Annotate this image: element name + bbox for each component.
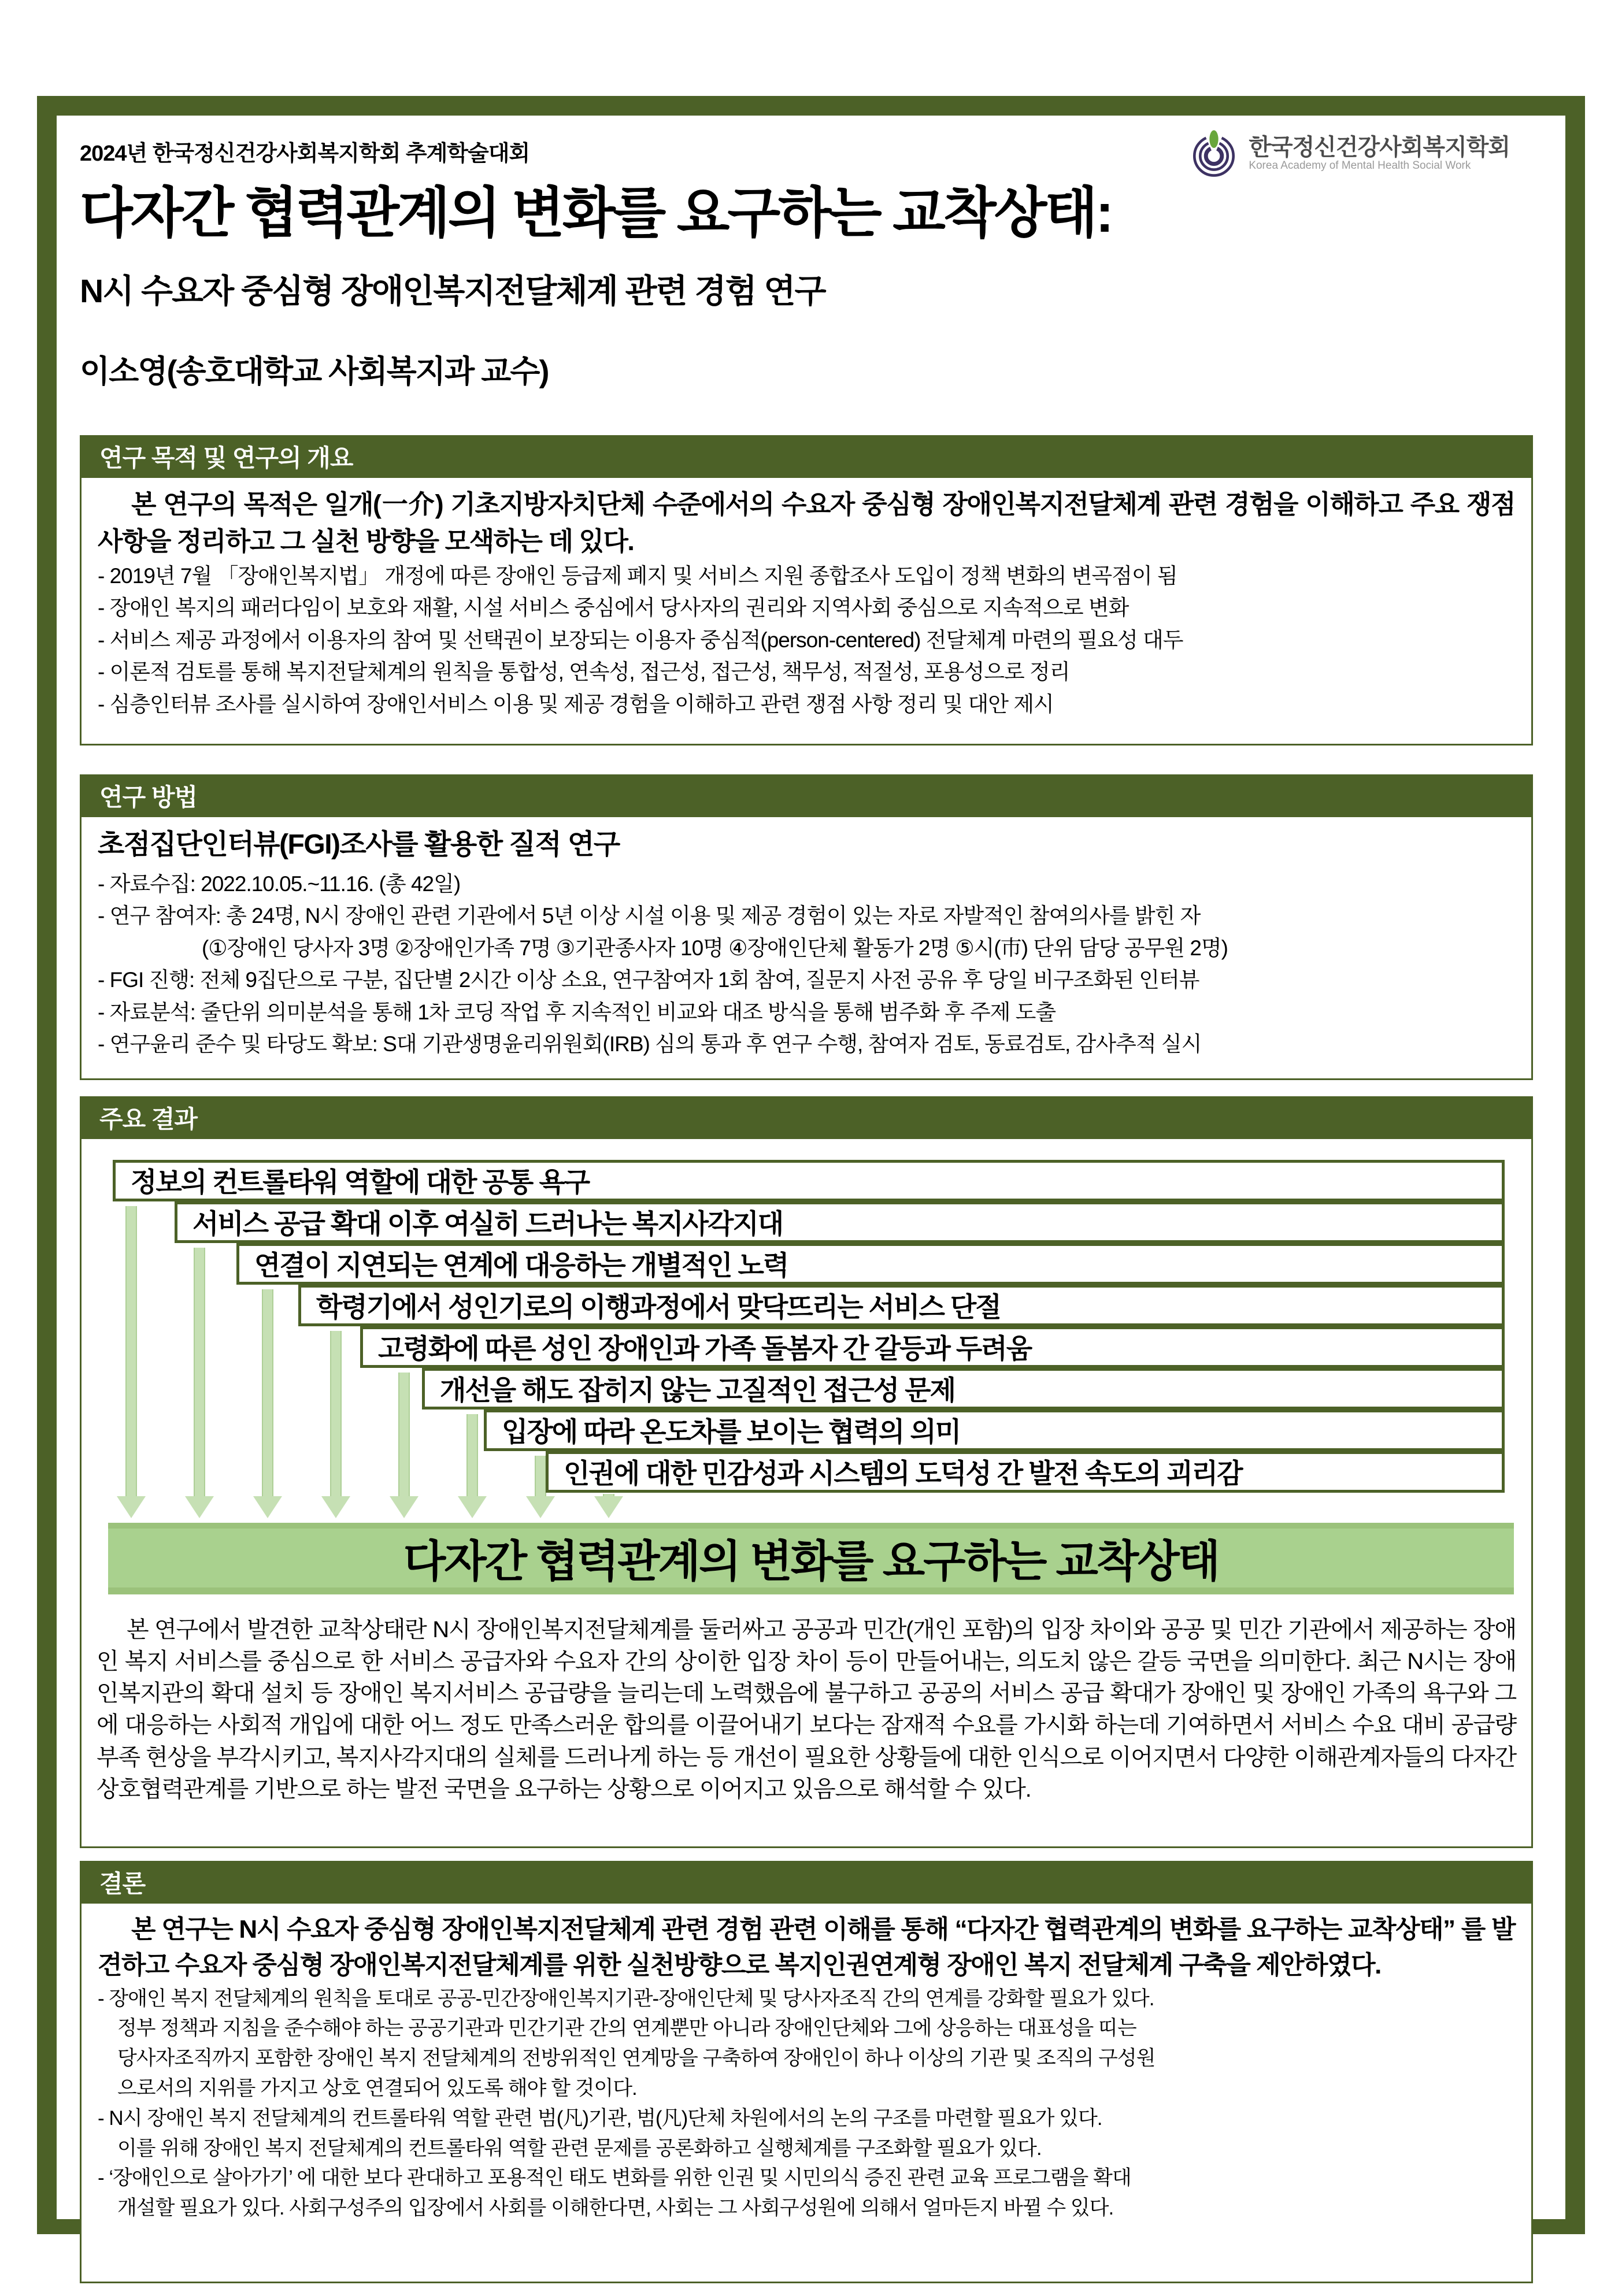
down-arrow-icon <box>594 1494 623 1518</box>
poster-frame <box>37 96 1585 2234</box>
header <box>80 127 1533 180</box>
bullet-line: 정부 정책과 지침을 준수해야 하는 공공기관과 민간기관 간의 연계뿐만 아니라 장애인단체와 그에 상응하는 대표성을 띠는 <box>98 2017 1136 2040</box>
down-arrow-icon <box>253 1289 282 1518</box>
bullet-line: - 이론적 검토를 통해 복지전달체계의 원칙을 통합성, 연속성, 접근성, 접근성, 책무성, 적절성, 포용성으로 정리 <box>98 660 1070 684</box>
section-heading-results: 주요 결과 <box>80 1096 1533 1139</box>
poster-subtitle: N시 수요자 중심형 장애인복지전달체계 관련 경험 연구 <box>80 272 825 310</box>
result-theme-box: 입장에 따라 온도차를 보이는 협력의 의미 <box>484 1410 1505 1451</box>
result-theme-box: 학령기에서 성인기로의 이행과정에서 맞닥뜨리는 서비스 단절 <box>298 1285 1505 1326</box>
results-paragraph: 본 연구에서 발견한 교착상태란 N시 장애인복지전달체계를 둘러싸고 공공과 민간(개인 포함)의 입장 차이와 공공 및 민간 기관에서 제공하는 장애인 복지 서비스를 중심으로 한 서비스 공급자와 수요자 간의 상이한 입장 차이 등이 만들어내는, 의도치 않은 갈등 국면을 의미한다. 최근 N시는 장애인복지관의 확대 설치 등 장애인 복지서비스 공급량을 늘리는데 노력했음에 불구하고 공공의 서비스 공급 확대가 장애인 및 장애인 가족의 욕구와 그에 대응하는 사회적 개입에 대한 어느 정도 만족스러운 합의를 이끌어내기 보다는 잠재적 수요를 가시화 하는데 기여하면서 서비스 수요 대비 공급량 부족 현상을 부각시키고, 복지사각지대의 실체를 드러나게 하는 등 개선이 필요한 상황들에 대한 인식으로 이어지면서 다양한 이해관계자들의 다자간 상호협력관계를 기반으로 하는 발전 국면을 요구하는 상황으로 이어지고 있음으로 해석할 수 있다. <box>97 1616 1516 1802</box>
result-theme-box: 연결이 지연되는 연계에 대응하는 개별적인 노력 <box>236 1243 1505 1285</box>
author-line: 이소영(송호대학교 사회복지과 교수) <box>80 354 549 389</box>
academy-logo-text <box>1249 135 1510 172</box>
result-theme-box: 고령화에 따른 성인 장애인과 가족 돌봄자 간 갈등과 두려움 <box>360 1326 1505 1368</box>
bullet-line: 으로서의 지위를 가지고 상호 연결되어 있도록 해야 할 것이다. <box>98 2077 637 2100</box>
bullet-line: - 연구윤리 준수 및 타당도 확보: S대 기관생명윤리위원회(IRB) 심의 통과 후 연구 수행, 참여자 검토, 동료검토, 감사추적 실시 <box>98 1032 1202 1056</box>
bullet-line: - N시 장애인 복지 전달체계의 컨트롤타워 역할 관련 범(凡)기관, 범(凡)단체 차원에서의 논의 구조를 마련할 필요가 있다. <box>98 2106 1102 2130</box>
bullet-line: - 장애인 복지의 패러다임이 보호와 재활, 시설 서비스 중심에서 당사자의 권리와 지역사회 중심으로 지속적으로 변화 <box>98 596 1129 620</box>
bullet-line: - 장애인 복지 전달체계의 원칙을 토대로 공공-민간장애인복지기관-장애인단체 및 당사자조직 간의 연계를 강화할 필요가 있다. <box>98 1987 1154 2010</box>
purpose-bullets <box>98 560 1515 721</box>
result-theme-box: 개선을 해도 잡히지 않는 고질적인 접근성 문제 <box>422 1368 1505 1410</box>
down-arrow-icon <box>458 1414 487 1518</box>
section-body-method <box>80 817 1533 1080</box>
section-heading-purpose: 연구 목적 및 연구의 개요 <box>80 435 1533 478</box>
bullet-line: - FGI 진행: 전체 9집단으로 구분, 집단별 2시간 이상 소요, 연구참여자 1회 참여, 질문지 사전 공유 후 당일 비구조화된 인터뷰 <box>98 968 1199 992</box>
section-heading-conclusion: 결론 <box>80 1861 1533 1904</box>
academy-name-en: Korea Academy of Mental Health Social Work <box>1249 160 1471 172</box>
section-heading-method: 연구 방법 <box>80 774 1533 817</box>
conference-title: 2024년 한국정신건강사회복지학회 추계학술대회 <box>80 142 530 166</box>
academy-logo <box>1187 127 1533 180</box>
poster-title: 다자간 협력관계의 변화를 요구하는 교착상태: <box>80 183 1112 244</box>
results-cascade <box>82 1160 1531 1493</box>
section-body-conclusion <box>80 1904 1533 2283</box>
bullet-line: - 2019년 7월 「장애인복지법」 개정에 따른 장애인 등급제 폐지 및 서비스 지원 종합조사 도입이 정책 변화의 변곡점이 됨 <box>98 563 1177 588</box>
bullet-line: - ‘장애인으로 살아가기’ 에 대한 보다 관대하고 포용적인 태도 변화를 위한 인권 및 시민의식 증진 관련 교육 프로그램을 확대 <box>98 2167 1131 2190</box>
down-arrow-icon <box>185 1248 214 1518</box>
academy-name-ko: 한국정신건강사회복지학회 <box>1249 135 1510 160</box>
bullet-line: 이를 위해 장애인 복지 전달체계의 컨트롤타워 역할 관련 문제를 공론화하고 실행체계를 구조화할 필요가 있다. <box>98 2136 1042 2160</box>
section-body-purpose <box>80 478 1533 745</box>
results-highlight-box: 다자간 협력관계의 변화를 요구하는 교착상태 <box>108 1523 1514 1594</box>
method-lead: 초점집단인터뷰(FGI)조사를 활용한 질적 연구 <box>98 829 620 860</box>
down-arrow-icon <box>117 1206 146 1518</box>
bullet-line: 당사자조직까지 포함한 장애인 복지 전달체계의 전방위적인 연계망을 구축하여 장애인이 하나 이상의 기관 및 조직의 구성원 <box>98 2047 1156 2070</box>
bullet-line: - 심층인터뷰 조사를 실시하여 장애인서비스 이용 및 제공 경험을 이해하고 관련 쟁점 사항 정리 및 대안 제시 <box>98 692 1054 716</box>
conclusion-bullets <box>98 1984 1515 2223</box>
result-theme-box: 정보의 컨트롤타워 역할에 대한 공통 욕구 <box>113 1160 1505 1201</box>
bullet-line: - 자료수집: 2022.10.05.~11.16. (총 42일) <box>98 871 461 896</box>
section-body-results <box>80 1139 1533 1848</box>
down-arrow-icon <box>390 1373 419 1518</box>
down-arrow-icon <box>321 1331 350 1518</box>
method-bullets <box>98 868 1515 1060</box>
academy-logo-icon <box>1187 127 1240 180</box>
result-theme-box: 인권에 대한 민감성과 시스템의 도덕성 간 발전 속도의 괴리감 <box>546 1451 1505 1493</box>
bullet-line: (①장애인 당사자 3명 ②장애인가족 7명 ③기관종사자 10명 ④장애인단체 활동가 2명 ⑤시(市) 단위 담당 공무원 2명) <box>98 936 1228 960</box>
bullet-line: 개설할 필요가 있다. 사회구성주의 입장에서 사회를 이해한다면, 사회는 그 사회구성원에 의해서 얼마든지 바뀔 수 있다. <box>98 2197 1114 2220</box>
purpose-lead: 본 연구의 목적은 일개(一介) 기초지방자치단체 수준에서의 수요자 중심형 장애인복지전달체계 관련 경험을 이해하고 주요 쟁점 사항을 정리하고 그 실천 방향을 모색하는 데 있다. <box>98 489 1515 556</box>
conclusion-lead: 본 연구는 N시 수요자 중심형 장애인복지전달체계 관련 경험 관련 이해를 통해 “다자간 협력관계의 변화를 요구하는 교착상태” 를 발견하고 수요자 중심형 장애인복지전달체계를 위한 실천방향으로 복지인권연계형 장애인 복지 전달체계 구축을 제안하였다. <box>98 1915 1515 1980</box>
bullet-line: - 연구 참여자: 총 24명, N시 장애인 관련 기관에서 5년 이상 시설 이용 및 제공 경험이 있는 자로 자발적인 참여의사를 밝힌 자 <box>98 904 1201 928</box>
poster-content <box>57 116 1565 2283</box>
bullet-line: - 서비스 제공 과정에서 이용자의 참여 및 선택권이 보장되는 이용자 중심적(person-centered) 전달체계 마련의 필요성 대두 <box>98 628 1183 652</box>
bullet-line: - 자료분석: 줄단위 의미분석을 통해 1차 코딩 작업 후 지속적인 비교와 대조 방식을 통해 범주화 후 주제 도출 <box>98 1000 1056 1024</box>
result-theme-box: 서비스 공급 확대 이후 여실히 드러나는 복지사각지대 <box>175 1201 1505 1243</box>
